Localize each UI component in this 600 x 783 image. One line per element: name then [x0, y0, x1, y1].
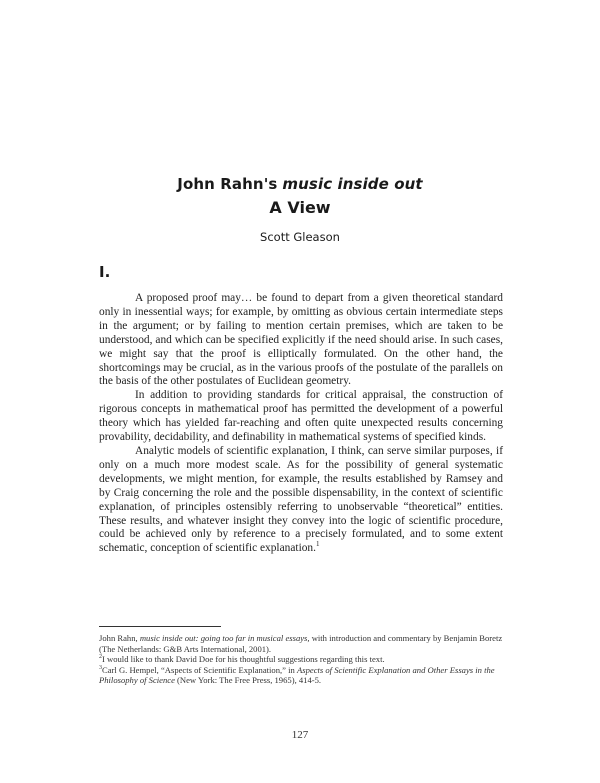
article-subtitle: A View	[269, 198, 331, 217]
footnote-2	[99, 654, 519, 665]
footnote-3-author: Carl G. Hempel, “Aspects of Scientific Explanation,” in	[102, 664, 295, 675]
footnote-3-rest: (New York: The Free Press, 1965), 414-5.	[177, 675, 322, 686]
footnote-1-author: John Rahn,	[99, 633, 138, 643]
footnote-1-rest: with introduction and commentary by Benjamin Boretz (The Netherlands: G&B Arts International, 2001).	[99, 633, 503, 654]
paragraph-3-text: Analytic models of scientific explanation, I think, can serve similar purposes, if only on a much more modest scale. As for the possibility of general systematic developments, we might mention, for example, the results established by Ramsey and by Craig concerning the role and the possible dispensability, in the context of scientific explanation, of principles ostensibly referring to unobservable “theoretical” entities. These results, and whatever insight they convey into the logic of scientific procedure, could be achieved only by reference to a precisely formulated, and to some extent schematic, conception of scientific explanation.	[99, 444, 503, 555]
footnote-3-mark: 3	[99, 664, 102, 671]
paragraph-2: In addition to providing standards for critical appraisal, the construction of rigorous concepts in mathematical proof has permitted the development of a powerful theory which has yielded far-reaching and often quite unexpected results concerning provability, decidability, and definability in mathematical systems of specified kinds.	[99, 389, 503, 444]
footnote-2-text: I would like to thank David Doe for his thoughtful suggestions regarding this text.	[102, 654, 385, 665]
footnote-3-book: Aspects of Scientific Explanation and Other Essays in the Philosophy of Science	[99, 664, 495, 686]
title-italic-book: music inside out	[282, 175, 423, 193]
paragraph-1: A proposed proof may… be found to depart from a given theoretical standard only in inessential ways; for example, by omitting as obvious certain intermediate steps in the argument; or by failing to mention certain premises, which are taken to be understood, and which can be specified explicitly if the need should arise. In such cases, we might say that the proof is elliptically formulated. On the other hand, the shortcomings may be crucial, as in the various proofs of the postulate of the parallels on the basis of the other postulates of Euclidean geometry.	[99, 292, 503, 388]
paragraph-3	[99, 445, 503, 556]
footnotes	[99, 633, 519, 686]
page-number: 127	[291, 729, 309, 741]
footnote-2-mark: 2	[99, 654, 102, 661]
author-name: Scott Gleason	[260, 230, 340, 244]
article-title	[0, 175, 600, 193]
footnote-3	[99, 665, 519, 686]
footnote-1	[99, 633, 519, 654]
footnote-1-book: music inside out: going too far in musical essays,	[139, 633, 310, 643]
footnote-divider	[99, 626, 221, 627]
title-main: John Rahn's	[177, 175, 278, 193]
footnote-marker: 1	[315, 540, 320, 549]
section-heading: I.	[99, 263, 111, 281]
body-text	[99, 292, 503, 556]
